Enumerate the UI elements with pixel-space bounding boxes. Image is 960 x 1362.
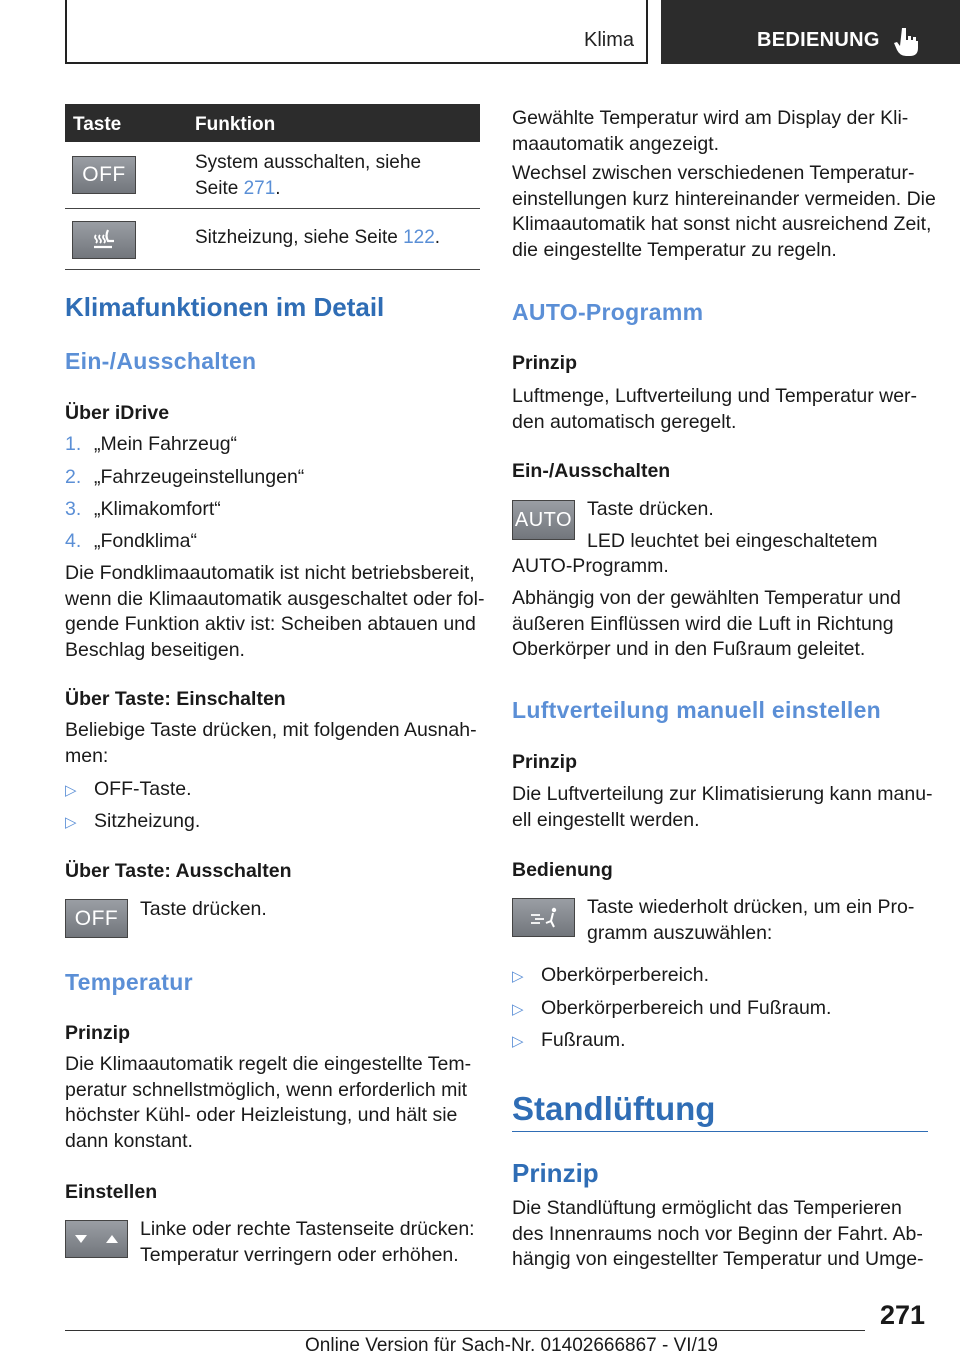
heading-principle: Prinzip [512,751,578,773]
list-item: ▷ Oberkörperbereich. [512,964,709,986]
page-link[interactable]: 122 [403,227,435,248]
table-header [65,104,480,142]
heading-on-off: Ein-/Ausschalten [65,348,257,374]
list-item: 1. „Mein Fahrzeug“ [65,433,238,455]
air-distribution-key-icon [512,898,575,937]
footer-rule [65,1330,865,1331]
footer-online-version: Online Version für Sach-Nr. 01402666867 - VI/19 [305,1335,718,1356]
header-chapter: Klima [583,29,634,51]
heading-principle: Prinzip [65,1022,131,1044]
table-row [65,142,480,209]
heading-key-off: Über Taste: Ausschalten [65,860,292,882]
page-link[interactable]: 271 [243,178,276,199]
heading-rule [512,1131,928,1132]
paragraph-led: LED leuchtet bei eingeschaltetem [587,530,878,552]
list-item: 3. „Klimakomfort“ [65,498,221,520]
page-number: 271 [880,1300,926,1330]
arrow-up-icon [105,1234,119,1244]
off-key-icon: OFF [65,899,128,938]
paragraph-change: Wechsel zwischen verschiedenen Temperatur- einstellungen kurz hintereinander vermeiden. Die Klimaautomatik hat sonst nicht ausreichend Zeit, die eingestellte Temperatur zu regeln. [512,162,936,261]
list-item: 4. „Fondklima“ [65,530,197,552]
auto-key-icon: AUTO [512,500,575,540]
list-item: ▷ Sitzheizung. [65,810,201,832]
paragraph-rear-climate: Die Fondklimaautomatik ist nicht betriebsbereit, wenn die Klimaautomatik ausgeschaltet oder fol- gende Funktion aktiv ist: Scheiben abtauen und Beschlag beseitigen. [65,562,485,661]
heading-via-idrive: Über iDrive [65,402,170,424]
paragraph-press-key: Taste drücken. [587,498,714,520]
list-item: ▷ Fußraum. [512,1029,626,1051]
table-header-function: Funktion [195,114,276,135]
table-header-key: Taste [73,114,122,135]
list-item: 2. „Fahrzeugeinstellungen“ [65,466,305,488]
heading-operation: Bedienung [512,859,613,881]
table-row-text: System ausschalten, siehe Seite 271. [195,152,422,199]
key-function-table [65,104,480,270]
heading-temperature: Temperatur [65,969,193,995]
arrow-down-icon [74,1234,88,1244]
list-item: ▷ OFF-Taste. [65,778,192,800]
heading-air-distribution: Luftverteilung manuell einstellen [512,697,882,723]
heading-auto-program: AUTO-Programm [512,299,704,325]
seat-heating-icon [89,227,119,253]
paragraph-display: Gewählte Temperatur wird am Display der Kli- maautomatik angezeigt. [512,107,909,155]
heading-key-on: Über Taste: Einschalten [65,688,286,710]
table-row-text: Sitzheizung, siehe Seite 122. [195,227,441,248]
paragraph-press-key: Taste drücken. [140,898,267,920]
table-row [65,209,480,270]
heading-adjust: Einstellen [65,1181,158,1203]
heading-on-off: Ein-/Ausschalten [512,460,671,482]
temperature-rocker-key-icon [65,1220,128,1258]
paragraph-ventilation: Die Standlüftung ermöglicht das Temperieren des Innenraums noch vor Beginn der Fahrt. Ab- hängig von eingestellter Temperatur und Umge- [512,1197,924,1270]
paragraph-air-principle: Die Luftverteilung zur Klimatisierung kann manu- ell eingestellt werden. [512,783,933,831]
air-flow-icon [527,906,561,930]
header-section: BEDIENUNG [757,29,880,51]
header-chapter-box [65,0,648,64]
paragraph-key-on: Beliebige Taste drücken, mit folgenden Ausnah- men: [65,719,477,767]
paragraph-adjust: Linke oder rechte Tastenseite drücken: Temperatur verringern oder erhöhen. [140,1218,475,1266]
heading-principle: Prinzip [512,352,578,374]
paragraph-temperature: Die Klimaautomatik regelt die eingestellte Tem- peratur schnellstmöglich, wenn erforderlich mit höchster Kühl- oder Heizleistung, und hält sie dann konstant. [65,1053,472,1152]
heading-ventilation: Standlüftung [512,1090,716,1127]
list-item: ▷ Oberkörperbereich und Fußraum. [512,997,832,1019]
off-key-icon: OFF [72,156,136,194]
paragraph-auto-principle: Luftmenge, Luftverteilung und Temperatur wer- den automatisch geregelt. [512,385,918,433]
paragraph-dependence: Abhängig von der gewählten Temperatur und äußeren Einflüssen wird die Luft in Richtung Oberkörper und in den Fußraum geleitet. [512,587,901,660]
heading-ventilation-principle: Prinzip [512,1158,599,1188]
heading-climate-functions: Klimafunktionen im Detail [65,292,385,322]
seat-heating-key-icon [72,221,136,259]
pointing-hand-icon [893,26,921,56]
paragraph-led-cont: AUTO-Programm. [512,555,669,577]
paragraph-operation: Taste wiederholt drücken, um ein Pro- gramm auszuwählen: [587,896,915,944]
